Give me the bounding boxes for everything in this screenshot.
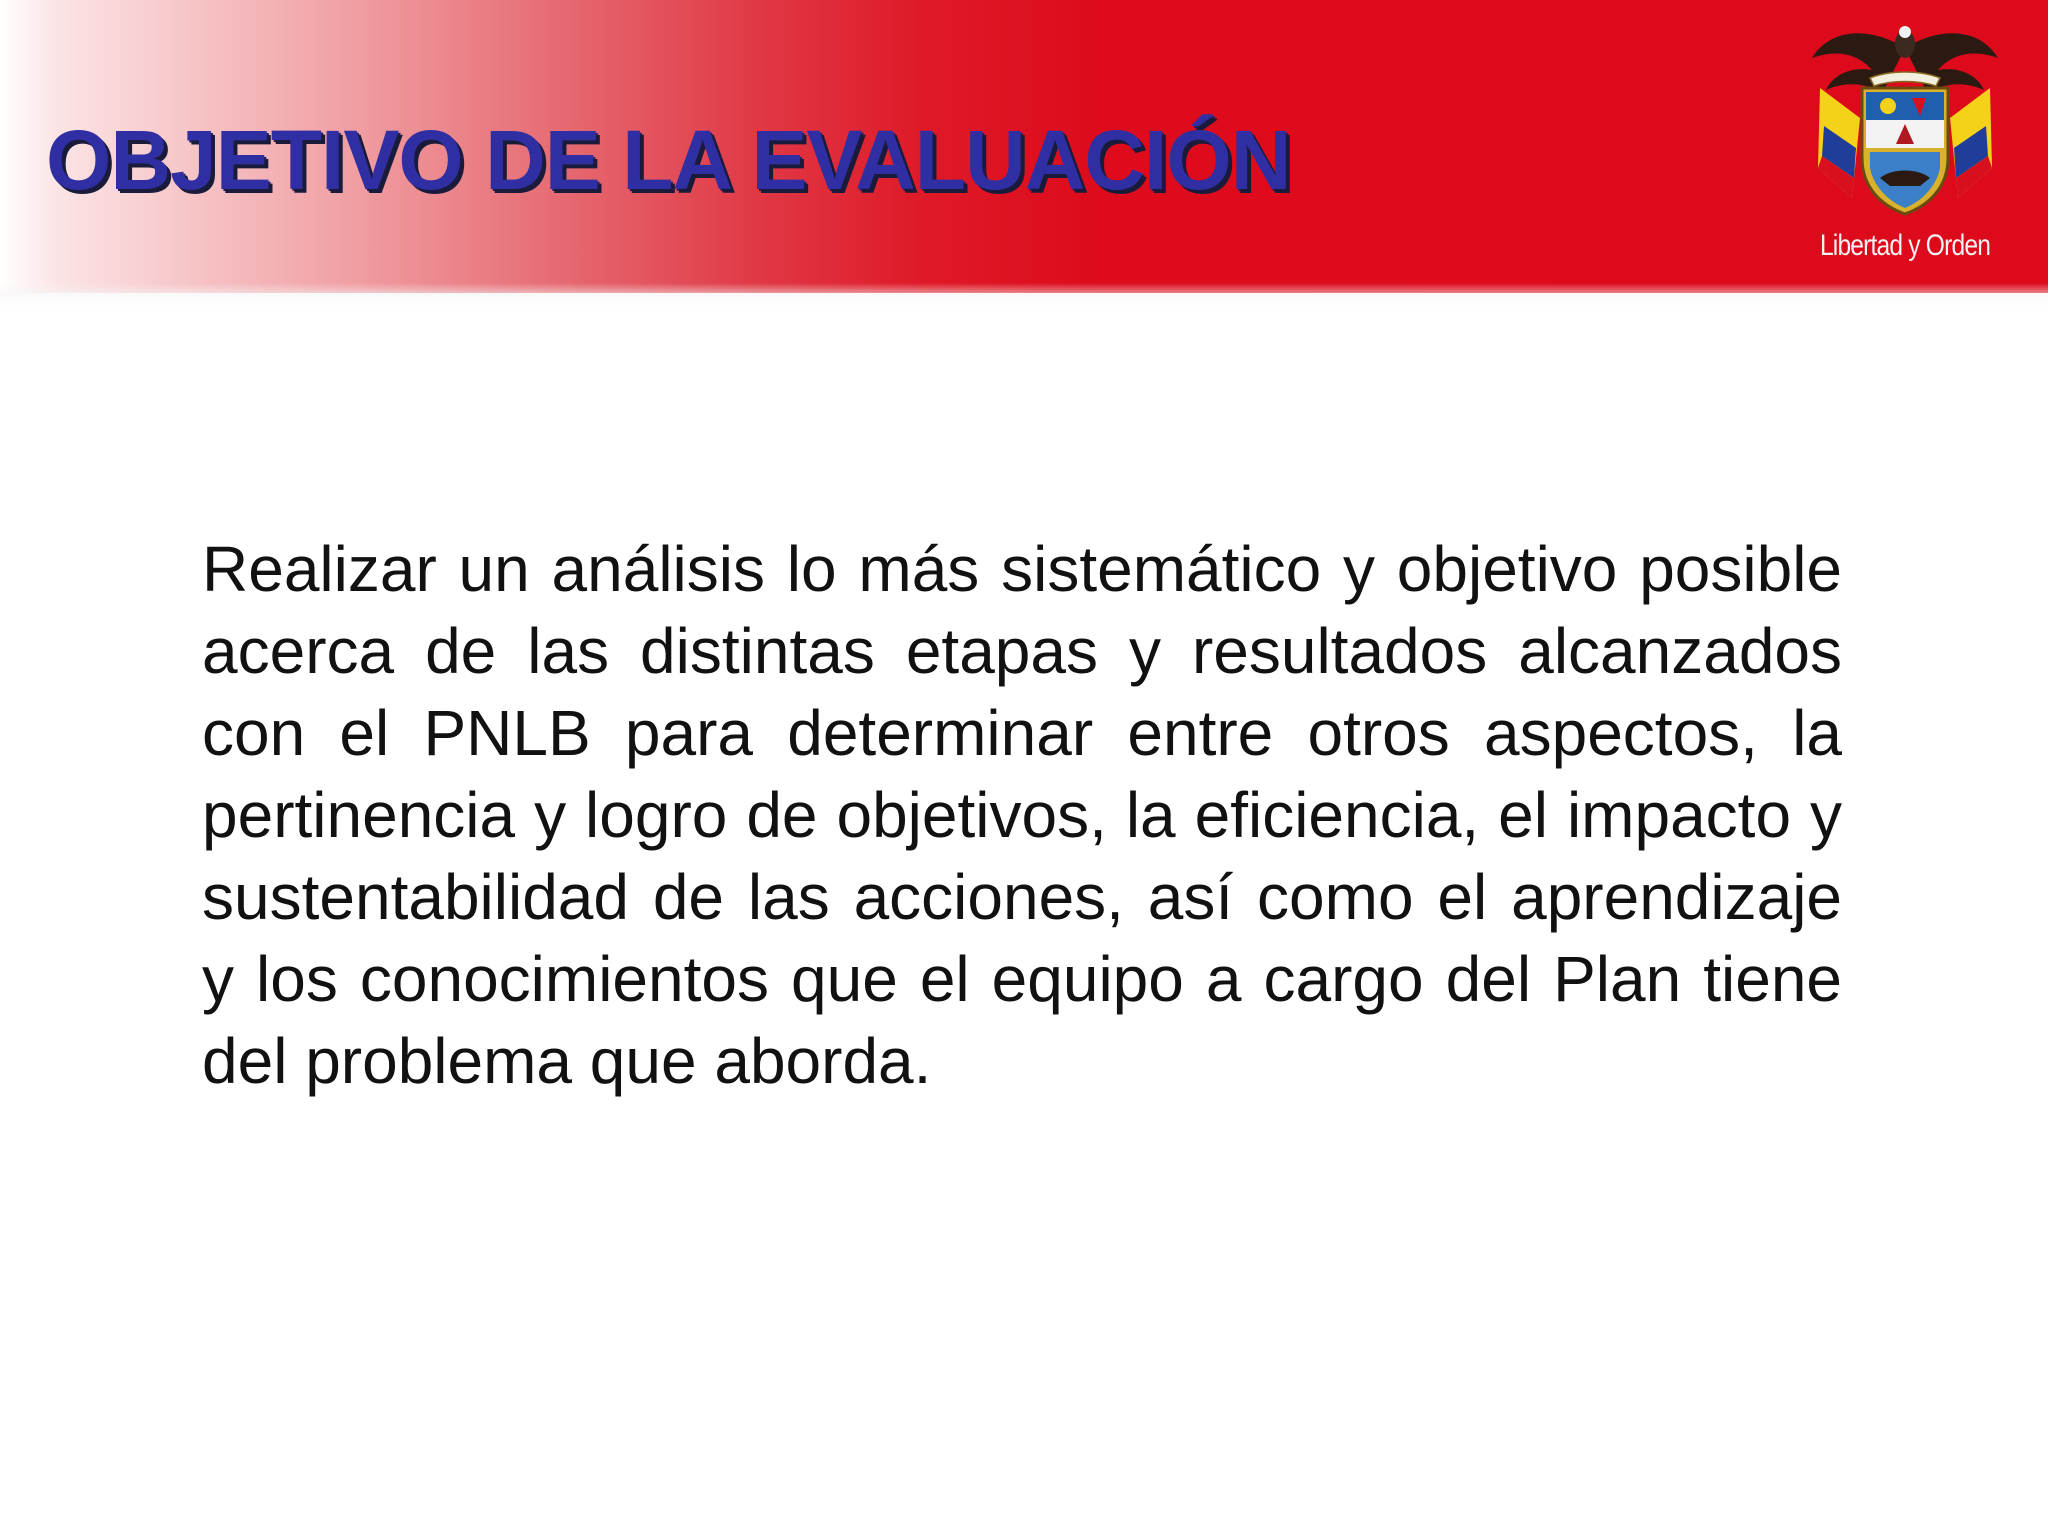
emblem-motto: Libertad y Orden bbox=[1819, 229, 1991, 262]
header-divider bbox=[0, 283, 2048, 307]
slide-title: OBJETIVO DE LA EVALUACIÓN bbox=[46, 113, 1291, 207]
body-paragraph: Realizar un análisis lo más sistemático y objetivo posible acerca de las distintas etapas y resultados alcanzados con el PNLB para determinar entre otros aspectos, la pertinencia y logro de objetivos, la eficiencia, el impacto y sustentabilidad de las acciones, así como el aprendizaje y los conocimientos que el equipo a cargo del Plan tiene del problema que aborda. bbox=[202, 533, 1842, 1097]
